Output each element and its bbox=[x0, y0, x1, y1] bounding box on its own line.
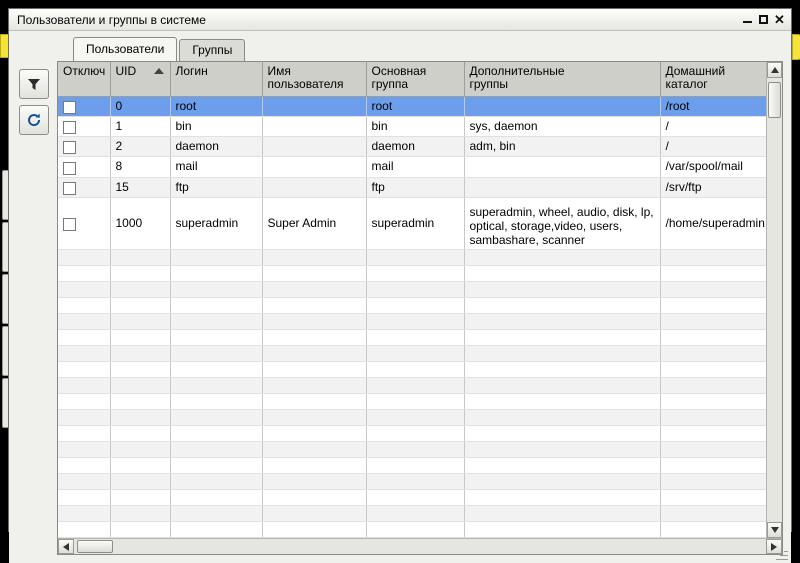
table-filler-row bbox=[58, 522, 766, 538]
horizontal-scrollbar[interactable] bbox=[58, 538, 782, 554]
column-header-fullname-line1: Имя bbox=[267, 64, 291, 78]
table-row[interactable] bbox=[58, 198, 766, 250]
row-extra-groups: superadmin, wheel, audio, disk, lp, optical, storage,video, users, sambashare, scanner bbox=[464, 198, 660, 250]
row-fullname: Super Admin bbox=[262, 198, 366, 250]
column-header-home-line1: Домашний bbox=[665, 64, 726, 78]
row-disabled-cell[interactable] bbox=[58, 96, 110, 116]
background-accent-right bbox=[792, 34, 800, 60]
table-filler-row bbox=[58, 410, 766, 426]
row-home: /home/superadmin bbox=[660, 198, 766, 250]
table-filler-row bbox=[58, 314, 766, 330]
row-extra-groups: sys, daemon bbox=[464, 116, 660, 136]
column-header-disabled[interactable] bbox=[58, 62, 110, 96]
column-header-home[interactable] bbox=[660, 62, 766, 96]
row-disabled-cell[interactable] bbox=[58, 198, 110, 250]
row-disabled-cell[interactable] bbox=[58, 177, 110, 197]
arrow-up-icon bbox=[771, 67, 779, 73]
row-fullname bbox=[262, 177, 366, 197]
horizontal-scroll-track[interactable] bbox=[74, 539, 766, 554]
table-filler-row bbox=[58, 282, 766, 298]
row-uid: 8 bbox=[110, 157, 170, 177]
window-controls bbox=[742, 14, 787, 25]
row-home: /srv/ftp bbox=[660, 177, 766, 197]
users-table bbox=[58, 62, 766, 538]
column-header-extra-groups[interactable] bbox=[464, 62, 660, 96]
maximize-button[interactable] bbox=[758, 14, 769, 25]
column-header-primary-group-line2: группа bbox=[371, 77, 409, 91]
row-disabled-cell[interactable] bbox=[58, 137, 110, 157]
row-fullname bbox=[262, 137, 366, 157]
row-uid: 2 bbox=[110, 137, 170, 157]
refresh-icon bbox=[26, 112, 42, 128]
table-row[interactable] bbox=[58, 96, 766, 116]
row-primary-group: daemon bbox=[366, 137, 464, 157]
table-header-row bbox=[58, 62, 766, 96]
table-filler-row bbox=[58, 458, 766, 474]
minimize-button[interactable] bbox=[742, 14, 753, 25]
row-extra-groups bbox=[464, 177, 660, 197]
row-fullname bbox=[262, 96, 366, 116]
tab-groups[interactable]: Группы bbox=[179, 39, 245, 61]
row-login: superadmin bbox=[170, 198, 262, 250]
column-header-login-label: Логин bbox=[175, 64, 208, 78]
row-login: ftp bbox=[170, 177, 262, 197]
row-primary-group: ftp bbox=[366, 177, 464, 197]
disabled-checkbox[interactable] bbox=[63, 182, 76, 195]
table-row[interactable] bbox=[58, 157, 766, 177]
row-disabled-cell[interactable] bbox=[58, 116, 110, 136]
row-extra-groups: adm, bin bbox=[464, 137, 660, 157]
vertical-scrollbar[interactable] bbox=[766, 62, 782, 538]
table-row[interactable] bbox=[58, 177, 766, 197]
row-disabled-cell[interactable] bbox=[58, 157, 110, 177]
row-login: mail bbox=[170, 157, 262, 177]
vertical-scroll-track[interactable] bbox=[767, 78, 782, 522]
row-home: / bbox=[660, 137, 766, 157]
row-login: root bbox=[170, 96, 262, 116]
table-row[interactable] bbox=[58, 137, 766, 157]
row-primary-group: bin bbox=[366, 116, 464, 136]
disabled-checkbox[interactable] bbox=[63, 101, 76, 114]
column-header-fullname[interactable] bbox=[262, 62, 366, 96]
column-header-uid-label: UID bbox=[115, 64, 137, 78]
row-home: /var/spool/mail bbox=[660, 157, 766, 177]
sort-ascending-icon bbox=[154, 68, 164, 74]
scroll-up-button[interactable] bbox=[767, 62, 782, 78]
resize-grip[interactable] bbox=[776, 548, 788, 560]
row-home: /root bbox=[660, 96, 766, 116]
table-row[interactable] bbox=[58, 116, 766, 136]
filter-button[interactable] bbox=[19, 69, 49, 99]
window-titlebar[interactable] bbox=[9, 9, 791, 31]
row-uid: 1 bbox=[110, 116, 170, 136]
refresh-button[interactable] bbox=[19, 105, 49, 135]
table-filler-row bbox=[58, 442, 766, 458]
table-filler-row bbox=[58, 394, 766, 410]
row-extra-groups bbox=[464, 157, 660, 177]
table-body bbox=[58, 96, 766, 538]
row-primary-group: mail bbox=[366, 157, 464, 177]
scroll-left-button[interactable] bbox=[58, 539, 74, 554]
table-filler-row bbox=[58, 266, 766, 282]
row-fullname bbox=[262, 157, 366, 177]
column-header-primary-group[interactable] bbox=[366, 62, 464, 96]
table-filler-row bbox=[58, 474, 766, 490]
row-primary-group: root bbox=[366, 96, 464, 116]
column-header-extra-groups-line1: Дополнительные bbox=[469, 64, 565, 78]
tab-users[interactable]: Пользователи bbox=[73, 37, 177, 61]
disabled-checkbox[interactable] bbox=[63, 121, 76, 134]
disabled-checkbox[interactable] bbox=[63, 162, 76, 175]
table-filler-row bbox=[58, 362, 766, 378]
column-header-fullname-line2: пользователя bbox=[267, 77, 344, 91]
filter-icon bbox=[26, 76, 42, 92]
table-viewport[interactable] bbox=[58, 62, 766, 538]
table-filler-row bbox=[58, 250, 766, 266]
row-primary-group: superadmin bbox=[366, 198, 464, 250]
column-header-disabled-label: Отключ bbox=[63, 64, 106, 78]
column-header-primary-group-line1: Основная bbox=[371, 64, 427, 78]
table-filler-row bbox=[58, 330, 766, 346]
table-filler-row bbox=[58, 378, 766, 394]
row-uid: 15 bbox=[110, 177, 170, 197]
horizontal-scroll-thumb[interactable] bbox=[77, 540, 113, 553]
table-filler-row bbox=[58, 426, 766, 442]
column-header-login[interactable] bbox=[170, 62, 262, 96]
close-button[interactable]: ✕ bbox=[774, 12, 785, 27]
disabled-checkbox[interactable] bbox=[63, 141, 76, 154]
column-header-uid[interactable] bbox=[110, 62, 170, 96]
content-row bbox=[17, 61, 783, 555]
table-filler-row bbox=[58, 490, 766, 506]
window-title: Пользователи и группы в системе bbox=[17, 12, 206, 27]
row-home: / bbox=[660, 116, 766, 136]
row-login: bin bbox=[170, 116, 262, 136]
vertical-scroll-thumb[interactable] bbox=[768, 82, 781, 118]
table-filler-row bbox=[58, 298, 766, 314]
row-login: daemon bbox=[170, 137, 262, 157]
window-body bbox=[9, 31, 791, 563]
row-extra-groups bbox=[464, 96, 660, 116]
disabled-checkbox[interactable] bbox=[63, 218, 76, 231]
scroll-down-button[interactable] bbox=[767, 522, 782, 538]
arrow-down-icon bbox=[771, 527, 779, 533]
table-filler-row bbox=[58, 506, 766, 522]
users-table-frame bbox=[57, 61, 783, 555]
column-header-extra-groups-line2: группы bbox=[469, 77, 509, 91]
users-and-groups-window bbox=[8, 8, 792, 532]
row-fullname bbox=[262, 116, 366, 136]
table-filler-row bbox=[58, 346, 766, 362]
row-uid: 0 bbox=[110, 96, 170, 116]
arrow-left-icon bbox=[63, 543, 69, 551]
side-toolbar bbox=[17, 61, 57, 555]
row-uid: 1000 bbox=[110, 198, 170, 250]
column-header-home-line2: каталог bbox=[665, 77, 708, 91]
table-scroll-area bbox=[58, 62, 782, 538]
tab-bar bbox=[17, 37, 783, 61]
